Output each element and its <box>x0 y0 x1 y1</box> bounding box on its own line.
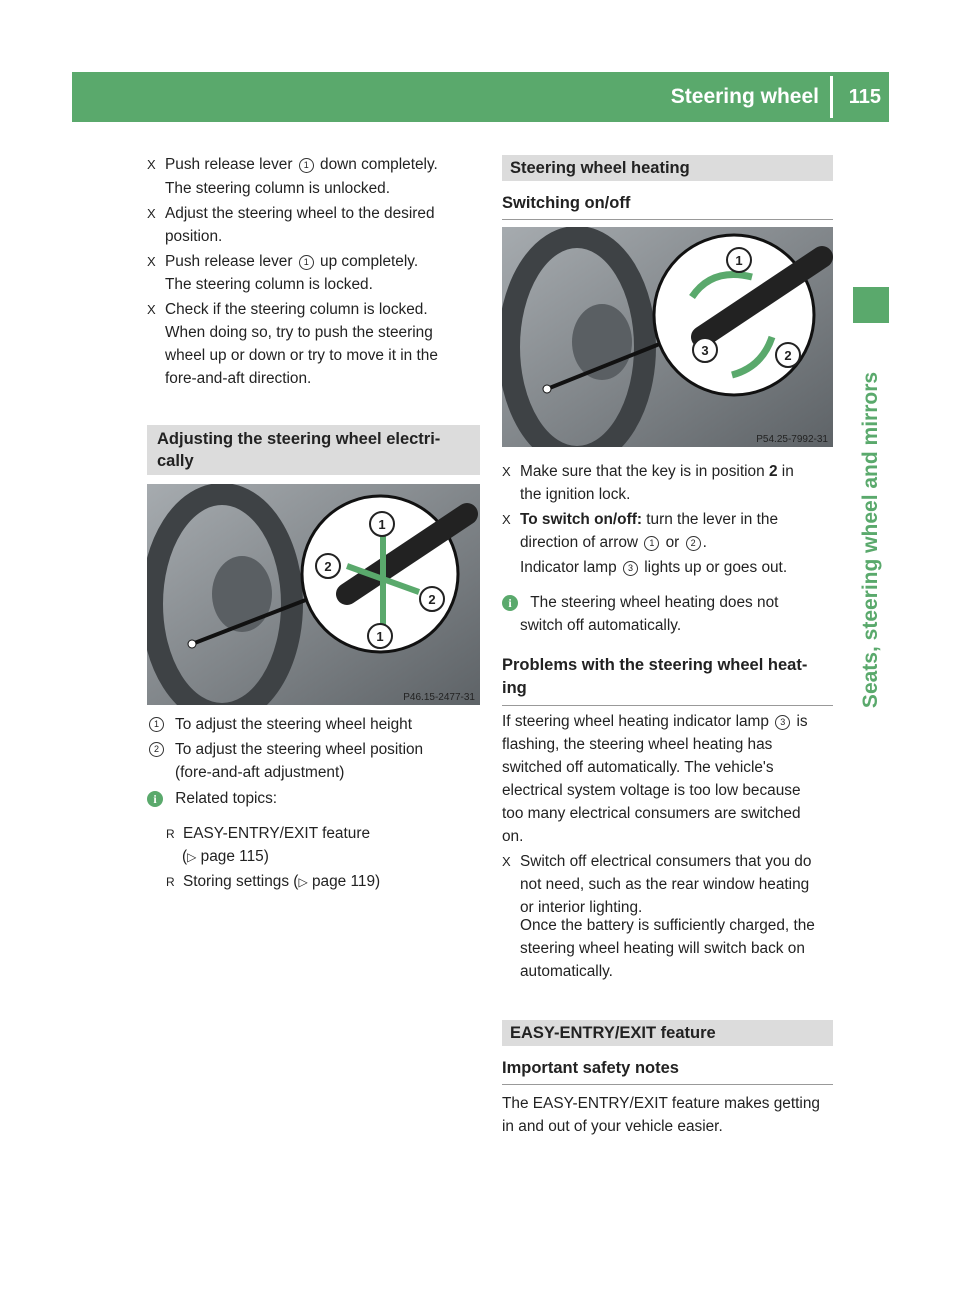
callout-2-icon: 2 <box>686 536 701 551</box>
section-heading: Adjusting the steering wheel electri- cally <box>147 425 480 475</box>
header-separator <box>830 76 833 118</box>
side-tab-label: Seats, steering wheel and mirrors <box>859 371 882 709</box>
callout-1-icon: 1 <box>299 158 314 173</box>
callout-item: 2 To adjust the steering wheel position <box>147 738 423 761</box>
heating-switch-figure <box>502 227 833 447</box>
step-marker: X <box>502 854 511 869</box>
page-link[interactable]: page 115) <box>200 848 269 865</box>
page-header <box>72 72 889 122</box>
callout-item: 1 To adjust the steering wheel height <box>147 713 412 736</box>
page-ref-icon: ▷ <box>187 850 197 864</box>
figure-code: P54.25-7992-31 <box>756 434 828 445</box>
step-marker: X <box>502 512 511 527</box>
step-marker: X <box>147 302 156 317</box>
bullet-item: R EASY-ENTRY/EXIT feature <box>166 825 371 842</box>
steering-wheel-illustration <box>502 227 833 447</box>
section-heading: Steering wheel heating <box>502 155 833 181</box>
sub-heading: Important safety notes <box>502 1057 833 1085</box>
svg-text:2: 2 <box>784 348 792 363</box>
step-result: The steering column is locked. <box>165 276 373 293</box>
step-marker: X <box>147 254 156 269</box>
callout-1-icon: 1 <box>149 717 164 732</box>
svg-text:2: 2 <box>324 559 332 574</box>
step-marker: X <box>147 157 156 172</box>
callout-2-icon: 2 <box>149 742 164 757</box>
svg-text:2: 2 <box>428 592 436 607</box>
step-item: X Push release lever 1 down completely. <box>147 153 438 176</box>
figure-code: P46.15-2477-31 <box>403 692 475 703</box>
info-icon: i <box>147 791 163 807</box>
step-item: X Check if the steering column is locked. <box>147 298 428 321</box>
svg-text:1: 1 <box>376 629 384 644</box>
sub-heading: Problems with the steering wheel heat- ing <box>502 654 833 706</box>
step-item: X Switch off electrical consumers that you do <box>502 850 811 873</box>
paragraph: If steering wheel heating indicator lamp 3 is flashing, the steering wheel heating has switched off automatically. The vehicle's electrical system voltage is too low because too many electrical consumers are switched on. <box>502 713 808 845</box>
paragraph: The EASY-ENTRY/EXIT feature makes getting in and out of your vehicle easier. <box>502 1095 820 1135</box>
step-cont: position. <box>165 228 223 245</box>
info-note: i Related topics: <box>147 787 277 810</box>
step-result: The steering column is unlocked. <box>165 180 390 197</box>
step-item: X Adjust the steering wheel to the desired <box>147 202 435 225</box>
sub-heading: Switching on/off <box>502 192 833 220</box>
bullet-item: R Storing settings (▷ page 119) <box>166 873 381 890</box>
step-marker: X <box>502 464 511 479</box>
step-item: X Make sure that the key is in position 2 in <box>502 460 794 483</box>
callout-3-icon: 3 <box>623 561 638 576</box>
steering-adjust-figure <box>147 484 480 705</box>
step-item: X To switch on/off: turn the lever in the <box>502 508 778 531</box>
page-link[interactable]: page 119) <box>311 873 381 890</box>
svg-text:1: 1 <box>378 517 386 532</box>
header-title: Steering wheel <box>670 85 819 108</box>
steering-wheel-illustration <box>147 484 480 705</box>
svg-text:3: 3 <box>701 343 709 358</box>
page-ref-icon: ▷ <box>298 875 308 889</box>
page-number: 115 <box>848 86 881 108</box>
section-heading: EASY-ENTRY/EXIT feature <box>502 1020 833 1046</box>
side-tab-marker <box>853 287 889 323</box>
step-marker: X <box>147 206 156 221</box>
svg-text:1: 1 <box>735 253 743 268</box>
info-note: i The steering wheel heating does not <box>502 591 778 614</box>
callout-3-icon: 3 <box>775 715 790 730</box>
step-item: X Push release lever 1 up completely. <box>147 250 418 273</box>
callout-1-icon: 1 <box>644 536 659 551</box>
callout-1-icon: 1 <box>299 255 314 270</box>
info-icon: i <box>502 595 518 611</box>
